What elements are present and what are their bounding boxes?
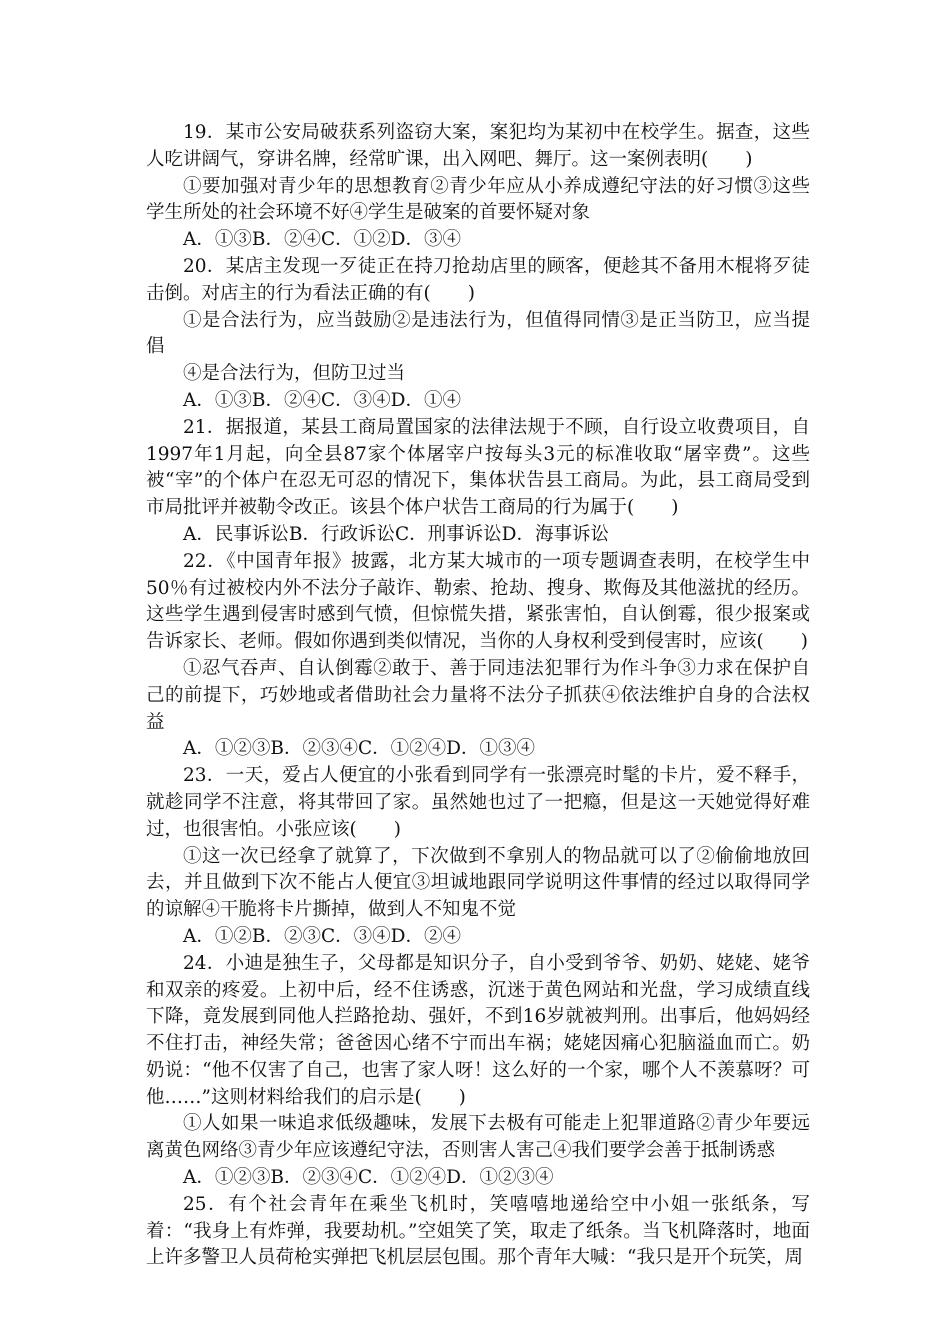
- question-stem: 22．《中国青年报》披露，北方某大城市的一项专题调查表明，在校学生中50％有过被校内外不法分子敲诈、勒索、抢劫、搜身、欺侮及其他滋扰的经历。这些学生遇到侵害时感到气愤，但惊慌失措，紧张害怕，自认倒霉，很少报案或告诉家长、老师。假如你遇到类似情况，当你的人身权利受到侵害时，应该( ): [146, 550, 810, 653]
- exam-page: [146, 120, 810, 1272]
- question-options: A．①②B．②③C．③④D．②④: [183, 925, 461, 947]
- question-options: A．①③B．②④C．①②D．③④: [183, 229, 461, 251]
- question-options: A．①②③B．②③④C．①②④D．①②③④: [183, 1167, 554, 1189]
- question-19: [146, 120, 810, 254]
- question-items: ①要加强对青少年的思想教育②青少年应从小养成遵纪守法的好习惯③这些学生所处的社会环境不好④学生是破案的首要怀疑对象: [146, 175, 810, 224]
- question-items: ①忍气吞声、自认倒霉②敢于、善于同违法犯罪行为作斗争③力求在保护自己的前提下，巧妙地或者借助社会力量将不法分子抓获④依法维护自身的合法权益: [146, 657, 810, 733]
- question-items: ④是合法行为，但防卫过当: [183, 363, 406, 385]
- question-stem: 20．某店主发现一歹徒正在持刀抢劫店里的顾客，便趁其不备用木棍将歹徒击倒。对店主的行为看法正确的有( ): [146, 255, 810, 304]
- question-stem: 19．某市公安局破获系列盗窃大案，案犯均为某初中在校学生。据查，这些人吃讲阔气，穿讲名牌，经常旷课，出入网吧、舞厅。这一案例表明( ): [146, 122, 810, 170]
- question-items: ①是合法行为，应当鼓励②是违法行为，但值得同情③是正当防卫，应当提倡: [146, 309, 810, 358]
- question-stem: 21．据报道，某县工商局置国家的法律法规于不顾，自行设立收费项目，自1997年1月起，向全县87家个体屠宰户按每头3元的标准收取“屠宰费”。这些被“宰”的个体户在忍无可忍的情况下，集体状告县工商局。为此，县工商局受到市局批评并被勒令改正。该县个体户状告工商局的行为属于( ): [146, 416, 810, 519]
- question-stem: 24．小迪是独生子，父母都是知识分子，自小受到爷爷、奶奶、姥姥、姥爷和双亲的疼爱。上初中后，经不住诱惑，沉迷于黄色网站和光盘，学习成绩直线下降，竟发展到同他人拦路抢劫、强奸，不到16岁就被判刑。出事后，他妈妈经不住打击，神经失常；爸爸因心绪不宁而出车祸；姥姥因痛心犯脑溢血而亡。奶奶说：“他不仅害了自己，也害了家人呀！这么好的一个家，哪个人不羡慕呀？可他……”这则材料给我们的启示是( ): [146, 952, 810, 1108]
- question-22: [146, 549, 810, 763]
- question-24: [146, 951, 810, 1192]
- question-items: ①人如果一味追求低级趣味，发展下去极有可能走上犯罪道路②青少年要远离黄色网络③青少年应该遵纪守法，否则害人害己④我们要学会善于抵制诱惑: [146, 1113, 810, 1162]
- question-options: A．民事诉讼B．行政诉讼C．刑事诉讼D．海事诉讼: [183, 523, 609, 545]
- question-20: [146, 254, 810, 415]
- question-23: [146, 763, 810, 951]
- question-stem: 23．一天，爱占人便宜的小张看到同学有一张漂亮时髦的卡片，爱不释手，就趁同学不注意，将其带回了家。虽然她也过了一把瘾，但是这一天她觉得好难过，也很害怕。小张应该( ): [146, 765, 810, 840]
- question-25: [146, 1192, 810, 1272]
- question-21: [146, 415, 810, 549]
- question-stem: 25．有个社会青年在乘坐飞机时，笑嘻嘻地递给空中小姐一张纸条，写着：“我身上有炸弹，我要劫机。”空姐笑了笑，取走了纸条。当飞机降落时，地面上许多警卫人员荷枪实弹把飞机层层包围。那个青年大喊：“我只是开个玩笑，周: [146, 1193, 810, 1269]
- question-options: A．①②③B．②③④C．①②④D．①③④: [183, 738, 535, 760]
- question-items: ①这一次已经拿了就算了，下次做到不拿别人的物品就可以了②偷偷地放回去，并且做到下次不能占人便宜③坦诚地跟同学说明这件事情的经过以取得同学的谅解④干脆将卡片撕掉，做到人不知鬼不觉: [146, 845, 810, 921]
- question-options: A．①③B．②④C．③④D．①④: [183, 389, 461, 411]
